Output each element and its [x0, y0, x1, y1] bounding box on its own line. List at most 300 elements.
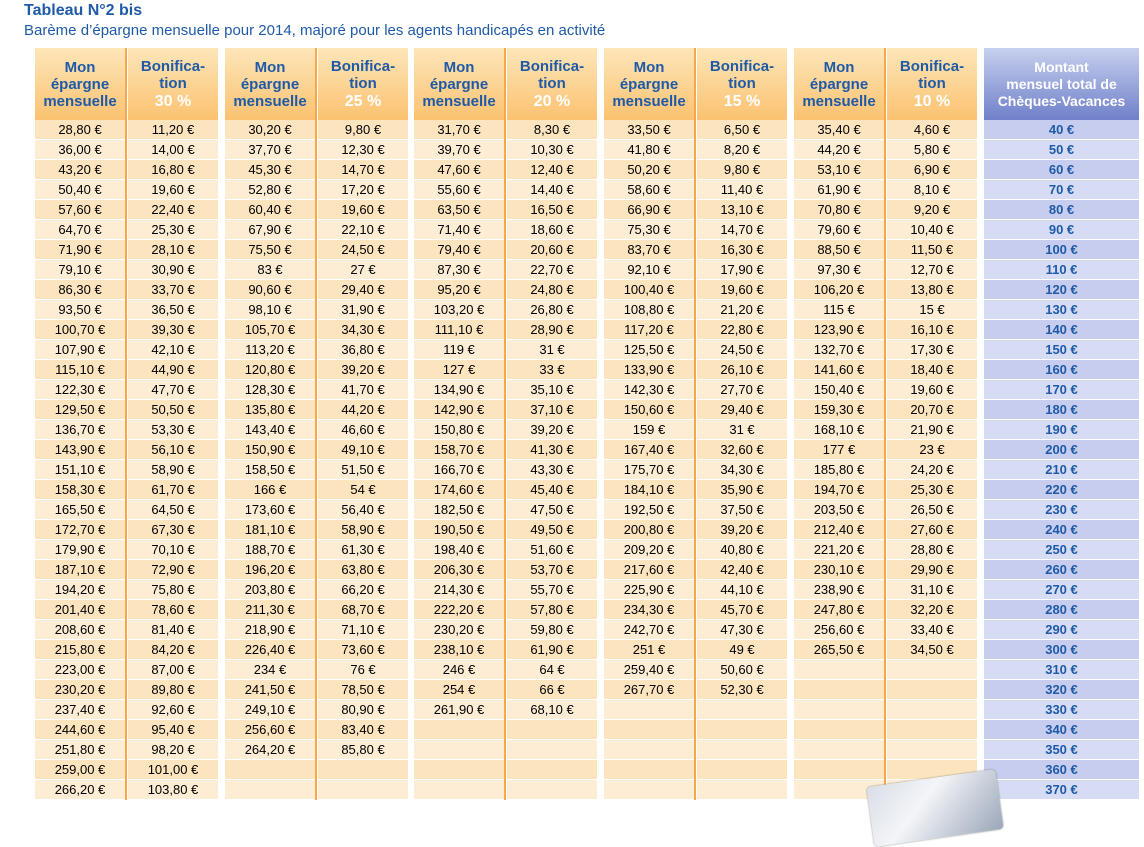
bonus-cell: 27 €	[318, 260, 408, 280]
bonus-cell: 17,30 €	[887, 340, 977, 360]
bonus-cell: 50,50 €	[128, 400, 218, 420]
bonus-cell: 26,50 €	[887, 500, 977, 520]
savings-cell	[414, 760, 504, 780]
savings-cell: 88,50 €	[794, 240, 884, 260]
savings-header-line: mensuelle	[43, 92, 117, 110]
bonus-cell: 101,00 €	[128, 760, 218, 780]
bonus-cell	[887, 660, 977, 680]
bonus-cell: 33,40 €	[887, 620, 977, 640]
savings-cell: 50,40 €	[35, 180, 125, 200]
bonus-cell: 25,30 €	[128, 220, 218, 240]
bonus-header	[697, 48, 787, 120]
bonus-column	[507, 120, 597, 800]
savings-header-line: épargne	[809, 75, 869, 93]
bonus-cell: 35,90 €	[697, 480, 787, 500]
savings-cell	[225, 760, 315, 780]
savings-header-line: épargne	[619, 75, 679, 93]
total-cell: 150 €	[984, 340, 1139, 360]
savings-header	[225, 48, 315, 120]
bonus-header-line: Bonifica-	[519, 58, 585, 75]
savings-cell: 79,40 €	[414, 240, 504, 260]
savings-cell	[604, 760, 694, 780]
total-cell: 40 €	[984, 120, 1139, 140]
savings-cell: 230,20 €	[414, 620, 504, 640]
bonus-percent: 10 %	[913, 93, 951, 110]
savings-cell: 211,30 €	[225, 600, 315, 620]
bonus-cell: 58,90 €	[128, 460, 218, 480]
bonus-cell: 75,80 €	[128, 580, 218, 600]
savings-cell: 119 €	[414, 340, 504, 360]
bonus-header-line: tion	[728, 75, 756, 92]
savings-cell	[604, 700, 694, 720]
savings-cell: 71,90 €	[35, 240, 125, 260]
savings-cell: 150,90 €	[225, 440, 315, 460]
bonus-cell: 11,50 €	[887, 240, 977, 260]
total-cell: 70 €	[984, 180, 1139, 200]
bonus-cell: 64,50 €	[128, 500, 218, 520]
bonus-cell	[697, 700, 787, 720]
bonus-cell: 18,40 €	[887, 360, 977, 380]
savings-cell: 259,00 €	[35, 760, 125, 780]
bonus-cell	[697, 760, 787, 780]
bonus-cell: 103,80 €	[128, 780, 218, 800]
bonus-cell	[507, 760, 597, 780]
savings-cell: 251,80 €	[35, 740, 125, 760]
total-cell: 260 €	[984, 560, 1139, 580]
savings-cell: 181,10 €	[225, 520, 315, 540]
bonus-cell: 73,60 €	[318, 640, 408, 660]
bonus-cell: 17,20 €	[318, 180, 408, 200]
bonus-cell: 47,70 €	[128, 380, 218, 400]
bonus-cell: 16,80 €	[128, 160, 218, 180]
total-cell: 60 €	[984, 160, 1139, 180]
total-column-group	[984, 48, 1139, 800]
bonus-cell: 33 €	[507, 360, 597, 380]
rate-group	[604, 48, 787, 800]
savings-cell: 194,70 €	[794, 480, 884, 500]
savings-header-line: épargne	[240, 75, 300, 93]
bonus-cell: 41,30 €	[507, 440, 597, 460]
bonus-cell: 20,60 €	[507, 240, 597, 260]
bonus-cell: 13,10 €	[697, 200, 787, 220]
savings-cell: 234,30 €	[604, 600, 694, 620]
savings-header-line: mensuelle	[233, 92, 307, 110]
savings-cell: 158,50 €	[225, 460, 315, 480]
bonus-cell: 72,90 €	[128, 560, 218, 580]
bonus-cell: 22,70 €	[507, 260, 597, 280]
bonus-cell: 9,80 €	[697, 160, 787, 180]
savings-cell: 67,90 €	[225, 220, 315, 240]
bonus-cell	[697, 720, 787, 740]
column-separator	[315, 48, 317, 800]
bonus-cell: 10,40 €	[887, 220, 977, 240]
savings-cell: 159,30 €	[794, 400, 884, 420]
savings-cell: 242,70 €	[604, 620, 694, 640]
savings-cell: 135,80 €	[225, 400, 315, 420]
total-cell: 270 €	[984, 580, 1139, 600]
bonus-cell: 11,20 €	[128, 120, 218, 140]
savings-cell: 203,80 €	[225, 580, 315, 600]
bonus-cell: 22,40 €	[128, 200, 218, 220]
total-cell: 110 €	[984, 260, 1139, 280]
savings-header-line: Mon	[823, 58, 855, 76]
savings-cell	[225, 780, 315, 800]
bonus-cell: 46,60 €	[318, 420, 408, 440]
bonus-cell: 8,20 €	[697, 140, 787, 160]
total-cell: 120 €	[984, 280, 1139, 300]
savings-header-line: mensuelle	[802, 92, 876, 110]
bonus-cell: 28,90 €	[507, 320, 597, 340]
savings-cell: 39,70 €	[414, 140, 504, 160]
bonus-cell: 34,30 €	[697, 460, 787, 480]
bonus-cell: 29,90 €	[887, 560, 977, 580]
total-cell: 50 €	[984, 140, 1139, 160]
savings-cell: 175,70 €	[604, 460, 694, 480]
savings-cell: 208,60 €	[35, 620, 125, 640]
bonus-cell: 5,80 €	[887, 140, 977, 160]
bonus-cell: 42,10 €	[128, 340, 218, 360]
column-separator	[125, 48, 127, 800]
savings-cell: 174,60 €	[414, 480, 504, 500]
savings-cell: 31,70 €	[414, 120, 504, 140]
bonus-cell: 51,60 €	[507, 540, 597, 560]
bonus-cell: 61,90 €	[507, 640, 597, 660]
savings-cell: 63,50 €	[414, 200, 504, 220]
bonus-cell: 68,70 €	[318, 600, 408, 620]
savings-cell: 53,10 €	[794, 160, 884, 180]
savings-header	[414, 48, 504, 120]
savings-column	[225, 120, 315, 800]
bonus-cell: 24,80 €	[507, 280, 597, 300]
bonus-cell: 95,40 €	[128, 720, 218, 740]
bonus-cell: 15 €	[887, 300, 977, 320]
bonus-header-line: Bonifica-	[330, 58, 396, 75]
savings-cell: 86,30 €	[35, 280, 125, 300]
total-cell: 130 €	[984, 300, 1139, 320]
bonus-cell: 22,10 €	[318, 220, 408, 240]
bonus-header	[318, 48, 408, 120]
bonus-cell: 53,30 €	[128, 420, 218, 440]
bonus-cell: 39,20 €	[507, 420, 597, 440]
bonus-percent: 20 %	[533, 93, 571, 110]
bonus-cell: 34,30 €	[318, 320, 408, 340]
bonus-cell: 29,40 €	[697, 400, 787, 420]
bonus-cell: 24,50 €	[318, 240, 408, 260]
column-separator	[694, 48, 696, 800]
savings-cell: 261,90 €	[414, 700, 504, 720]
savings-cell: 143,90 €	[35, 440, 125, 460]
bonus-cell: 49 €	[697, 640, 787, 660]
bonus-cell: 42,40 €	[697, 560, 787, 580]
bonus-cell: 6,90 €	[887, 160, 977, 180]
total-cell: 200 €	[984, 440, 1139, 460]
savings-cell: 60,40 €	[225, 200, 315, 220]
total-cell: 210 €	[984, 460, 1139, 480]
bonus-cell: 10,30 €	[507, 140, 597, 160]
savings-cell: 264,20 €	[225, 740, 315, 760]
savings-cell: 92,10 €	[604, 260, 694, 280]
bonus-cell: 27,70 €	[697, 380, 787, 400]
savings-cell: 238,90 €	[794, 580, 884, 600]
savings-cell: 246 €	[414, 660, 504, 680]
bonus-cell: 14,00 €	[128, 140, 218, 160]
bonus-cell: 28,80 €	[887, 540, 977, 560]
savings-cell: 251 €	[604, 640, 694, 660]
bonus-cell: 28,10 €	[128, 240, 218, 260]
total-cell: 320 €	[984, 680, 1139, 700]
rate-group	[794, 48, 977, 800]
total-cell: 100 €	[984, 240, 1139, 260]
savings-header-line: Mon	[443, 58, 475, 76]
bonus-cell: 39,20 €	[697, 520, 787, 540]
bonus-cell: 9,80 €	[318, 120, 408, 140]
bonus-cell: 16,50 €	[507, 200, 597, 220]
bonus-cell: 25,30 €	[887, 480, 977, 500]
column-separator	[884, 48, 886, 800]
bonus-column	[318, 120, 408, 800]
savings-cell: 141,60 €	[794, 360, 884, 380]
savings-cell: 179,90 €	[35, 540, 125, 560]
bonus-cell: 19,60 €	[697, 280, 787, 300]
savings-cell: 200,80 €	[604, 520, 694, 540]
savings-cell: 47,60 €	[414, 160, 504, 180]
savings-cell: 187,10 €	[35, 560, 125, 580]
bonus-cell: 21,90 €	[887, 420, 977, 440]
bonus-cell: 89,80 €	[128, 680, 218, 700]
savings-cell: 167,40 €	[604, 440, 694, 460]
bonus-cell: 53,70 €	[507, 560, 597, 580]
total-cell: 90 €	[984, 220, 1139, 240]
total-cell: 300 €	[984, 640, 1139, 660]
savings-cell: 172,70 €	[35, 520, 125, 540]
savings-cell: 244,60 €	[35, 720, 125, 740]
savings-cell: 43,20 €	[35, 160, 125, 180]
savings-cell	[794, 720, 884, 740]
savings-cell	[604, 720, 694, 740]
bonus-cell: 44,20 €	[318, 400, 408, 420]
total-cell: 290 €	[984, 620, 1139, 640]
total-cell: 220 €	[984, 480, 1139, 500]
savings-header	[35, 48, 125, 120]
savings-header-line: Mon	[64, 58, 96, 76]
savings-cell: 142,30 €	[604, 380, 694, 400]
savings-cell: 230,10 €	[794, 560, 884, 580]
bonus-cell: 67,30 €	[128, 520, 218, 540]
bonus-cell: 27,60 €	[887, 520, 977, 540]
savings-cell: 98,10 €	[225, 300, 315, 320]
total-header-line-3: Chèques-Vacances	[997, 92, 1126, 109]
savings-header-line: épargne	[50, 75, 110, 93]
savings-header-line: Mon	[633, 58, 665, 76]
bonus-cell: 47,30 €	[697, 620, 787, 640]
savings-cell: 66,90 €	[604, 200, 694, 220]
savings-cell	[794, 760, 884, 780]
bonus-cell: 14,70 €	[697, 220, 787, 240]
savings-cell: 158,30 €	[35, 480, 125, 500]
total-cell: 360 €	[984, 760, 1139, 780]
savings-cell: 185,80 €	[794, 460, 884, 480]
savings-cell: 150,80 €	[414, 420, 504, 440]
column-separator	[504, 48, 506, 800]
bonus-cell	[887, 720, 977, 740]
savings-cell: 100,40 €	[604, 280, 694, 300]
bonus-cell: 39,20 €	[318, 360, 408, 380]
savings-cell: 151,10 €	[35, 460, 125, 480]
bonus-cell: 85,80 €	[318, 740, 408, 760]
bonus-cell: 45,40 €	[507, 480, 597, 500]
savings-cell: 230,20 €	[35, 680, 125, 700]
bonus-cell: 66,20 €	[318, 580, 408, 600]
bonus-cell: 49,10 €	[318, 440, 408, 460]
bonus-cell: 19,60 €	[318, 200, 408, 220]
bonus-cell: 8,10 €	[887, 180, 977, 200]
savings-cell: 95,20 €	[414, 280, 504, 300]
bonus-cell: 26,80 €	[507, 300, 597, 320]
savings-cell: 150,60 €	[604, 400, 694, 420]
bonus-cell: 21,20 €	[697, 300, 787, 320]
total-cell: 310 €	[984, 660, 1139, 680]
savings-cell: 117,20 €	[604, 320, 694, 340]
savings-cell: 57,60 €	[35, 200, 125, 220]
bonus-cell: 61,30 €	[318, 540, 408, 560]
bonus-cell: 33,70 €	[128, 280, 218, 300]
savings-cell	[604, 780, 694, 800]
savings-cell: 184,10 €	[604, 480, 694, 500]
savings-cell: 256,60 €	[794, 620, 884, 640]
savings-cell: 125,50 €	[604, 340, 694, 360]
savings-cell: 168,10 €	[794, 420, 884, 440]
bonus-cell: 54 €	[318, 480, 408, 500]
savings-cell: 234 €	[225, 660, 315, 680]
savings-header-line: mensuelle	[422, 92, 496, 110]
bonus-cell: 98,20 €	[128, 740, 218, 760]
total-cell: 240 €	[984, 520, 1139, 540]
savings-cell: 115,10 €	[35, 360, 125, 380]
bonus-cell: 12,30 €	[318, 140, 408, 160]
bonus-cell: 70,10 €	[128, 540, 218, 560]
savings-cell: 249,10 €	[225, 700, 315, 720]
total-cell: 330 €	[984, 700, 1139, 720]
bonus-cell: 63,80 €	[318, 560, 408, 580]
bonus-cell: 58,90 €	[318, 520, 408, 540]
bonus-cell: 16,10 €	[887, 320, 977, 340]
savings-cell: 266,20 €	[35, 780, 125, 800]
savings-cell: 217,60 €	[604, 560, 694, 580]
savings-cell: 201,40 €	[35, 600, 125, 620]
bonus-header-line: tion	[918, 75, 946, 92]
savings-cell: 105,70 €	[225, 320, 315, 340]
savings-header-line: épargne	[429, 75, 489, 93]
rate-group	[35, 48, 218, 800]
bonus-cell: 12,70 €	[887, 260, 977, 280]
bonus-header	[507, 48, 597, 120]
bonus-cell: 64 €	[507, 660, 597, 680]
savings-cell: 41,80 €	[604, 140, 694, 160]
bonus-cell: 81,40 €	[128, 620, 218, 640]
bonus-cell: 47,50 €	[507, 500, 597, 520]
total-cell: 160 €	[984, 360, 1139, 380]
bonus-cell: 18,60 €	[507, 220, 597, 240]
savings-cell	[794, 700, 884, 720]
bonus-cell: 24,20 €	[887, 460, 977, 480]
savings-cell: 265,50 €	[794, 640, 884, 660]
savings-cell: 127 €	[414, 360, 504, 380]
total-cell: 180 €	[984, 400, 1139, 420]
savings-cell: 218,90 €	[225, 620, 315, 640]
bonus-header-line: Bonifica-	[709, 58, 775, 75]
savings-cell: 203,50 €	[794, 500, 884, 520]
bonus-header-line: Bonifica-	[140, 58, 206, 75]
bonus-cell: 37,10 €	[507, 400, 597, 420]
bonus-cell: 14,40 €	[507, 180, 597, 200]
savings-cell: 120,80 €	[225, 360, 315, 380]
savings-cell: 79,60 €	[794, 220, 884, 240]
bonus-cell: 37,50 €	[697, 500, 787, 520]
rate-group	[414, 48, 597, 800]
savings-cell: 150,40 €	[794, 380, 884, 400]
savings-cell: 134,90 €	[414, 380, 504, 400]
bonus-cell	[887, 680, 977, 700]
bonus-cell: 26,10 €	[697, 360, 787, 380]
savings-cell	[604, 740, 694, 760]
savings-cell: 37,70 €	[225, 140, 315, 160]
bonus-cell: 4,60 €	[887, 120, 977, 140]
savings-cell: 108,80 €	[604, 300, 694, 320]
savings-cell: 192,50 €	[604, 500, 694, 520]
bonus-cell: 32,60 €	[697, 440, 787, 460]
bonus-cell: 22,80 €	[697, 320, 787, 340]
savings-cell: 214,30 €	[414, 580, 504, 600]
bonus-cell: 45,70 €	[697, 600, 787, 620]
savings-column	[414, 120, 504, 800]
bonus-cell: 50,60 €	[697, 660, 787, 680]
savings-header-line: Mon	[254, 58, 286, 76]
bonus-cell: 55,70 €	[507, 580, 597, 600]
savings-cell: 173,60 €	[225, 500, 315, 520]
bonus-cell: 19,60 €	[887, 380, 977, 400]
savings-cell: 83,70 €	[604, 240, 694, 260]
savings-cell	[414, 740, 504, 760]
bonus-cell: 11,40 €	[697, 180, 787, 200]
total-column	[984, 120, 1139, 800]
bonus-cell: 13,80 €	[887, 280, 977, 300]
bonus-cell: 84,20 €	[128, 640, 218, 660]
bonus-cell: 92,60 €	[128, 700, 218, 720]
bonus-cell: 16,30 €	[697, 240, 787, 260]
savings-cell: 215,80 €	[35, 640, 125, 660]
bonus-cell: 24,50 €	[697, 340, 787, 360]
total-cell: 350 €	[984, 740, 1139, 760]
total-header-line-1: Montant	[1034, 58, 1089, 75]
savings-cell: 30,20 €	[225, 120, 315, 140]
bonus-percent: 15 %	[723, 93, 761, 110]
total-cell: 370 €	[984, 780, 1139, 800]
savings-cell: 106,20 €	[794, 280, 884, 300]
table-subtitle: Barème d’épargne mensuelle pour 2014, majoré pour les agents handicapés en activité	[24, 22, 606, 39]
bonus-header-line: tion	[159, 75, 187, 92]
savings-cell: 182,50 €	[414, 500, 504, 520]
savings-cell: 71,40 €	[414, 220, 504, 240]
bonus-cell: 14,70 €	[318, 160, 408, 180]
bonus-cell: 59,80 €	[507, 620, 597, 640]
bonus-cell: 71,10 €	[318, 620, 408, 640]
bonus-cell: 23 €	[887, 440, 977, 460]
savings-cell: 222,20 €	[414, 600, 504, 620]
total-cell: 250 €	[984, 540, 1139, 560]
bonus-cell: 40,80 €	[697, 540, 787, 560]
bonus-cell	[507, 720, 597, 740]
savings-cell: 44,20 €	[794, 140, 884, 160]
